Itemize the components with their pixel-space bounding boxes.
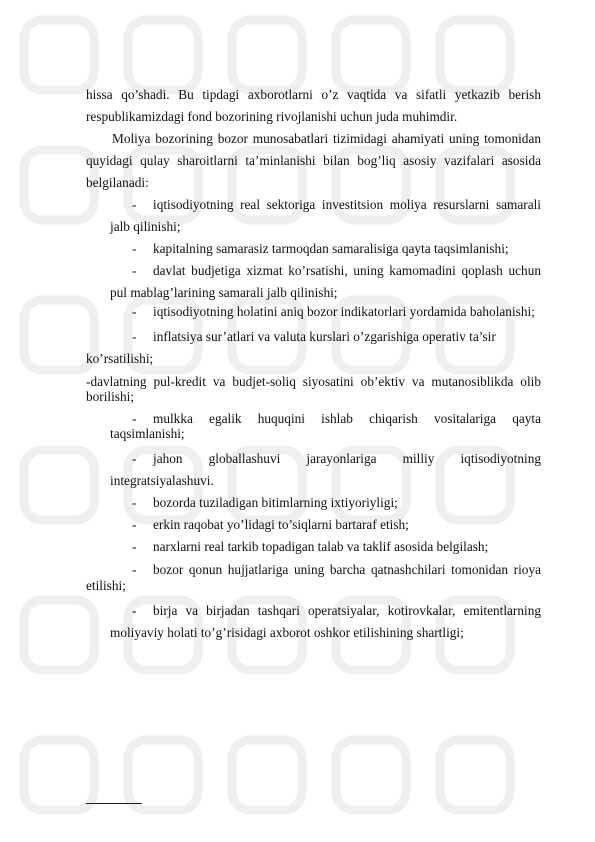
bullet-dash: -	[132, 263, 137, 278]
list-item	[86, 326, 541, 348]
list-item	[86, 600, 541, 644]
bullet-dash: -	[132, 197, 137, 212]
list-item-text: narxlarni real tarkib topadigan talab va taklif asosida belgilash;	[153, 539, 489, 554]
list-item	[86, 238, 541, 260]
bullet-dash: -	[132, 241, 137, 256]
list-item-text: birja va birjadan tashqari operatsiyalar, kotirovkalar, emitentlarning moliyaviy holati to’g’risidagi axborot oshkor etilishining shartligi;	[110, 603, 541, 640]
list-item-text: davlatning pul-kredit va budjet-soliq siyosatini ob’ektiv va mutanosiblikda olib borilishi;	[86, 374, 541, 404]
bullet-dash: -	[132, 539, 137, 554]
list-item-text: jahon globallashuvi jarayonlariga milliy iqtisodiyotning integratsiyalashuvi.	[110, 451, 541, 488]
list-item	[86, 536, 541, 558]
list-item-text: erkin raqobat yo’lidagi to’siqlarni bartaraf etish;	[153, 517, 409, 532]
paragraph-intro: hissa qo’shadi. Bu tipdagi axborotlarni o’z vaqtida va sifatli yetkazib berish respublikamizdagi fond bozorining rivojlanishi uchun juda muhimdir.	[86, 87, 541, 124]
list-item-text: iqtisodiyotning holatini aniq bozor indikatorlari yordamida baholanishi;	[153, 304, 535, 319]
list-item	[86, 492, 541, 514]
bullet-dash: -	[132, 451, 137, 466]
bullet-dash: -	[132, 517, 137, 532]
bullet-dash: -	[132, 304, 137, 319]
list-item-text: inflatsiya sur’atlari va valuta kurslari o’zgarishiga operativ ta’sir	[153, 329, 496, 344]
list-item	[86, 374, 541, 404]
document-body	[86, 84, 541, 644]
list-item-text: kapitalning samarasiz tarmoqdan samaralisiga qayta taqsimlanishi;	[153, 241, 509, 256]
list-item-text: bozor qonun hujjatlariga uning barcha qatnashchilari tomonidan rioya etilishi;	[86, 562, 541, 593]
list-item-text: iqtisodiyotning real sektoriga investitsion moliya resurslarni samarali jalb qilinishi;	[110, 197, 541, 234]
paragraph-functions: Moliya bozorining bozor munosabatlari tizimidagi ahamiyati uning tomonidan quyidagi qulay sharoitlarni ta’minlanishi bilan bog’liq asosiy vazifalari asosida belgilanadi:	[86, 131, 541, 190]
bullet-dash: -	[132, 562, 137, 577]
list-item-text: davlat budjetiga xizmat ko’rsatishi, uning kamomadini qoplash uchun pul mablag’larining samarali jalb qilinishi;	[110, 263, 541, 300]
bullet-dash: -	[132, 329, 137, 344]
bullet-dash: -	[86, 374, 91, 389]
list-item	[86, 562, 541, 594]
list-item	[86, 260, 541, 304]
list-item	[86, 411, 541, 441]
bullet-dash: -	[132, 603, 137, 618]
footnote-separator	[86, 803, 142, 804]
list-item	[86, 514, 541, 536]
list-item-continuation: ko’rsatilishi;	[86, 351, 154, 366]
list-item-text: mulkka egalik huquqini ishlab chiqarish vositalariga qayta taqsimlanishi;	[110, 411, 541, 441]
bullet-dash: -	[132, 411, 137, 426]
bullet-dash: -	[132, 495, 137, 510]
list-item	[86, 304, 541, 319]
list-item	[86, 448, 541, 492]
list-item	[86, 194, 541, 238]
list-item-text: bozorda tuziladigan bitimlarning ixtiyoriyligi;	[153, 495, 398, 510]
